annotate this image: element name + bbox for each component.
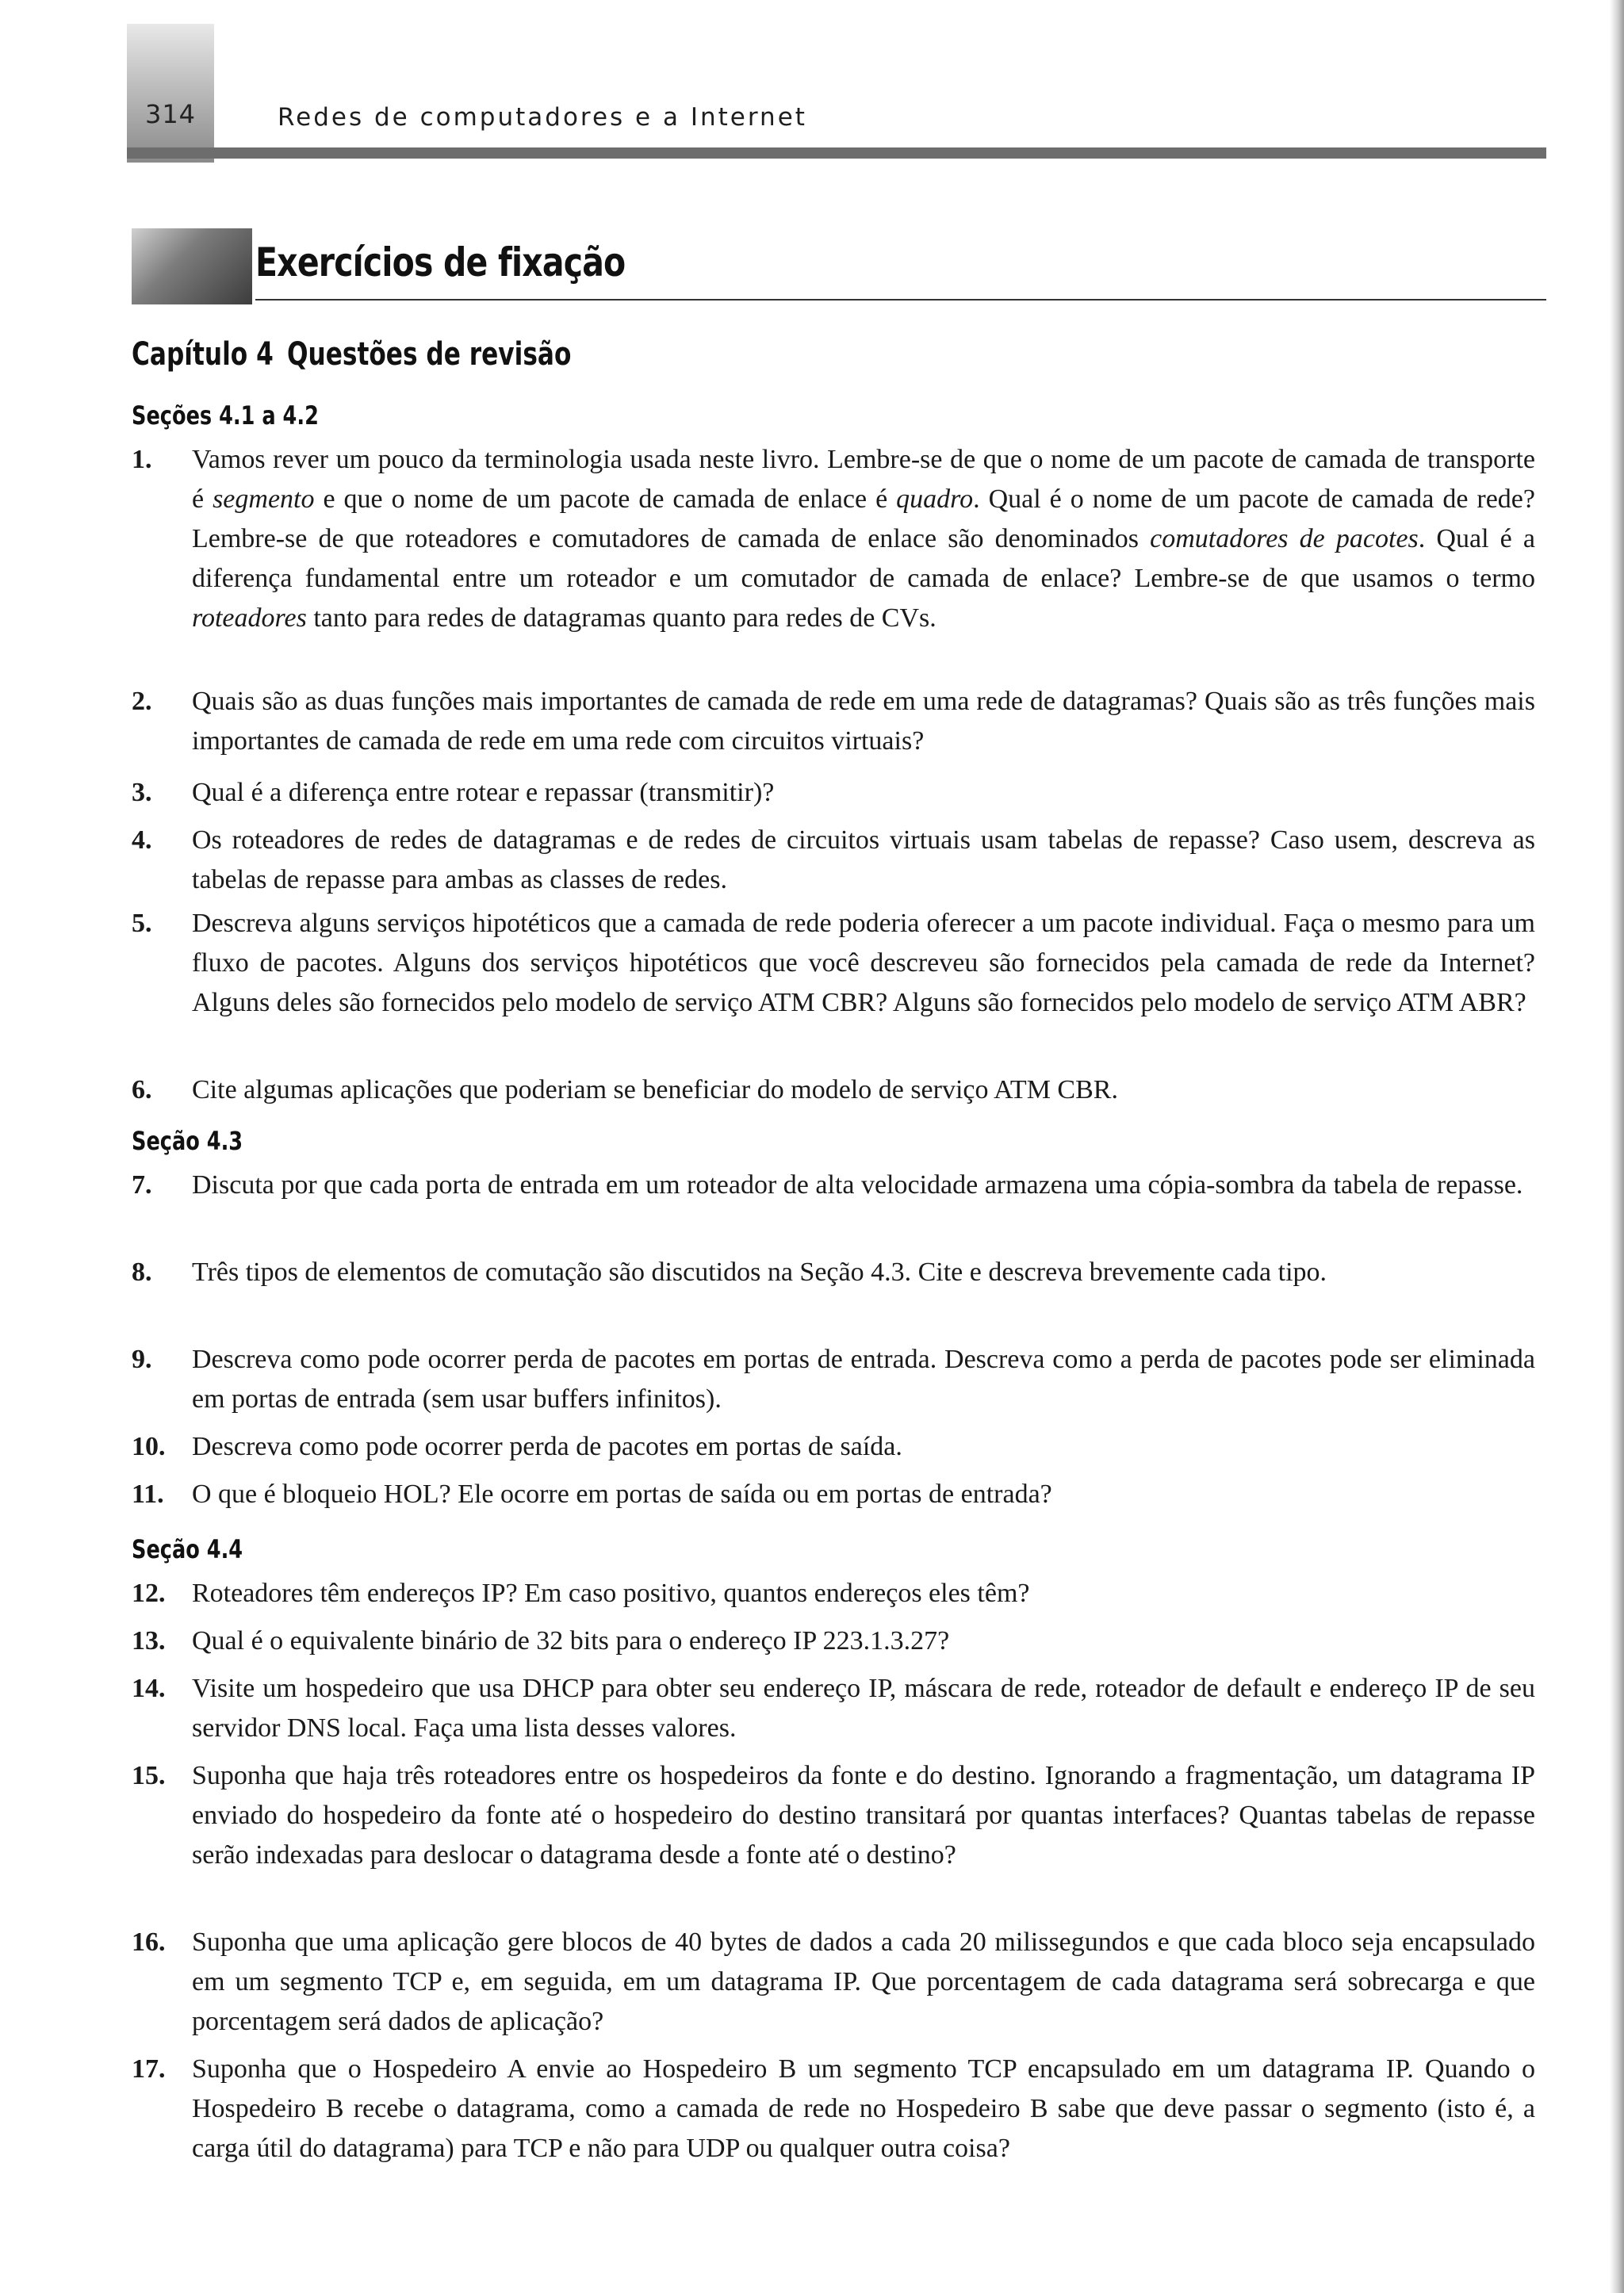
question-text: Cite algumas aplicações que poderiam se beneficiar do modelo de serviço ATM CBR. bbox=[192, 1075, 1118, 1104]
question-item bbox=[132, 1475, 1535, 1514]
header-rule bbox=[127, 147, 1546, 159]
question-text: Os roteadores de redes de datagramas e de redes de circuitos virtuais usam tabelas de repasse? Caso usem, descreva as tabelas de repasse para ambas as classes de redes. bbox=[192, 825, 1535, 894]
question-text: Descreva alguns serviços hipotéticos que a camada de rede poderia oferecer a um pacote individual. Faça o mesmo para um fluxo de pacotes. Alguns dos serviços hipotéticos que você descreveu são fornecidos pela camada de rede da Internet? Alguns deles são fornecidos pelo modelo de serviço ATM CBR? Alguns são fornecidos pelo modelo de serviço ATM ABR? bbox=[192, 909, 1535, 1017]
question-number: 15. bbox=[132, 1761, 166, 1790]
question-item bbox=[132, 1340, 1535, 1419]
question-text: Roteadores têm endereços IP? Em caso positivo, quantos endereços eles têm? bbox=[192, 1579, 1030, 1608]
question-text: Quais são as duas funções mais importantes de camada de rede em uma rede de datagramas? Quais são as três funções mais importantes de camada de rede em uma rede com circuitos virtuais? bbox=[192, 687, 1535, 756]
chapter-subtitle: Questões de revisão bbox=[286, 336, 572, 373]
question-text: Qual é a diferença entre rotear e repassar (transmitir)? bbox=[192, 778, 775, 807]
question-text: Visite um hospedeiro que usa DHCP para obter seu endereço IP, máscara de rede, roteador de default e endereço IP de seu servidor DNS local. Faça uma lista desses valores. bbox=[192, 1674, 1535, 1743]
question-text: Descreva como pode ocorrer perda de pacotes em portas de saída. bbox=[192, 1432, 902, 1461]
question-number: 11. bbox=[132, 1480, 164, 1509]
section-heading: Seção 4.3 bbox=[132, 1126, 243, 1156]
question-number: 8. bbox=[132, 1258, 152, 1287]
question-number: 5. bbox=[132, 909, 152, 938]
question-text: Vamos rever um pouco da terminologia usada neste livro. Lembre-se de que o nome de um pacote de camada de transporte é segmento e que o nome de um pacote de camada de enlace é quadro. Qual é o nome de um pacote de camada de rede? Lembre-se de que roteadores e comutadores de camada de enlace são denominados comutadores de pacotes. Qual é a diferença fundamental entre um roteador e um comutador de camada de enlace? Lembre-se de que usamos o termo roteadores tanto para redes de datagramas quanto para redes de CVs. bbox=[192, 445, 1535, 633]
section-heading: Seções 4.1 a 4.2 bbox=[132, 400, 319, 431]
question-item bbox=[132, 440, 1535, 638]
question-text: Três tipos de elementos de comutação são discutidos na Seção 4.3. Cite e descreva brevemente cada tipo. bbox=[192, 1258, 1327, 1287]
running-title: Redes de computadores e a Internet bbox=[278, 103, 807, 132]
question-item bbox=[132, 1756, 1535, 1875]
question-item bbox=[132, 773, 1535, 813]
question-item bbox=[132, 1923, 1535, 2042]
question-item bbox=[132, 1427, 1535, 1467]
question-item bbox=[132, 1669, 1535, 1748]
question-item bbox=[132, 1070, 1535, 1110]
question-number: 3. bbox=[132, 778, 152, 807]
question-number: 12. bbox=[132, 1579, 166, 1608]
question-text: Suponha que o Hospedeiro A envie ao Hospedeiro B um segmento TCP encapsulado em um datagrama IP. Quando o Hospedeiro B recebe o datagrama, como a camada de rede no Hospedeiro B sabe que deve passar o segmento (isto é, a carga útil do datagrama) para TCP e não para UDP ou qualquer outra coisa? bbox=[192, 2054, 1535, 2163]
question-item bbox=[132, 2050, 1535, 2169]
question-number: 6. bbox=[132, 1075, 152, 1104]
exercises-banner-image bbox=[132, 228, 252, 304]
question-number: 9. bbox=[132, 1345, 152, 1374]
question-number: 7. bbox=[132, 1170, 152, 1200]
question-item bbox=[132, 1253, 1535, 1292]
scan-edge-shadow bbox=[1610, 0, 1624, 2293]
page-number: 314 bbox=[144, 99, 197, 129]
question-text: Suponha que haja três roteadores entre os hospedeiros da fonte e do destino. Ignorando a fragmentação, um datagrama IP enviado do hospedeiro da fonte até o hospedeiro do destino transitará por quantas interfaces? Quantas tabelas de repasse serão indexadas para deslocar o datagrama desde a fonte até o destino? bbox=[192, 1761, 1535, 1870]
question-number: 10. bbox=[132, 1432, 166, 1461]
page-number-tab bbox=[127, 24, 214, 163]
question-text: Descreva como pode ocorrer perda de pacotes em portas de entrada. Descreva como a perda de pacotes pode ser eliminada em portas de entrada (sem usar buffers infinitos). bbox=[192, 1345, 1535, 1414]
question-number: 17. bbox=[132, 2054, 166, 2084]
question-item bbox=[132, 904, 1535, 1023]
question-item bbox=[132, 821, 1535, 900]
exercises-title-rule bbox=[255, 299, 1546, 301]
exercises-title: Exercícios de fixação bbox=[255, 239, 626, 285]
question-number: 16. bbox=[132, 1927, 166, 1957]
chapter-heading bbox=[132, 336, 571, 373]
question-text: Suponha que uma aplicação gere blocos de 40 bytes de dados a cada 20 milissegundos e que cada bloco seja encapsulado em um segmento TCP e, em seguida, em um datagrama IP. Que porcentagem de cada datagrama será sobrecarga e que porcentagem será dados de aplicação? bbox=[192, 1927, 1535, 2036]
question-number: 4. bbox=[132, 825, 152, 855]
question-item bbox=[132, 1166, 1535, 1205]
question-item bbox=[132, 682, 1535, 761]
question-number: 2. bbox=[132, 687, 152, 716]
chapter-label: Capítulo 4 bbox=[132, 336, 274, 373]
question-number: 14. bbox=[132, 1674, 166, 1703]
section-heading: Seção 4.4 bbox=[132, 1534, 243, 1564]
question-text: Qual é o equivalente binário de 32 bits para o endereço IP 223.1.3.27? bbox=[192, 1626, 950, 1656]
question-number: 13. bbox=[132, 1626, 166, 1656]
question-number: 1. bbox=[132, 445, 152, 474]
question-text: Discuta por que cada porta de entrada em um roteador de alta velocidade armazena uma cópia-sombra da tabela de repasse. bbox=[192, 1170, 1523, 1200]
question-item bbox=[132, 1574, 1535, 1614]
question-item bbox=[132, 1621, 1535, 1661]
question-text: O que é bloqueio HOL? Ele ocorre em portas de saída ou em portas de entrada? bbox=[192, 1480, 1052, 1509]
